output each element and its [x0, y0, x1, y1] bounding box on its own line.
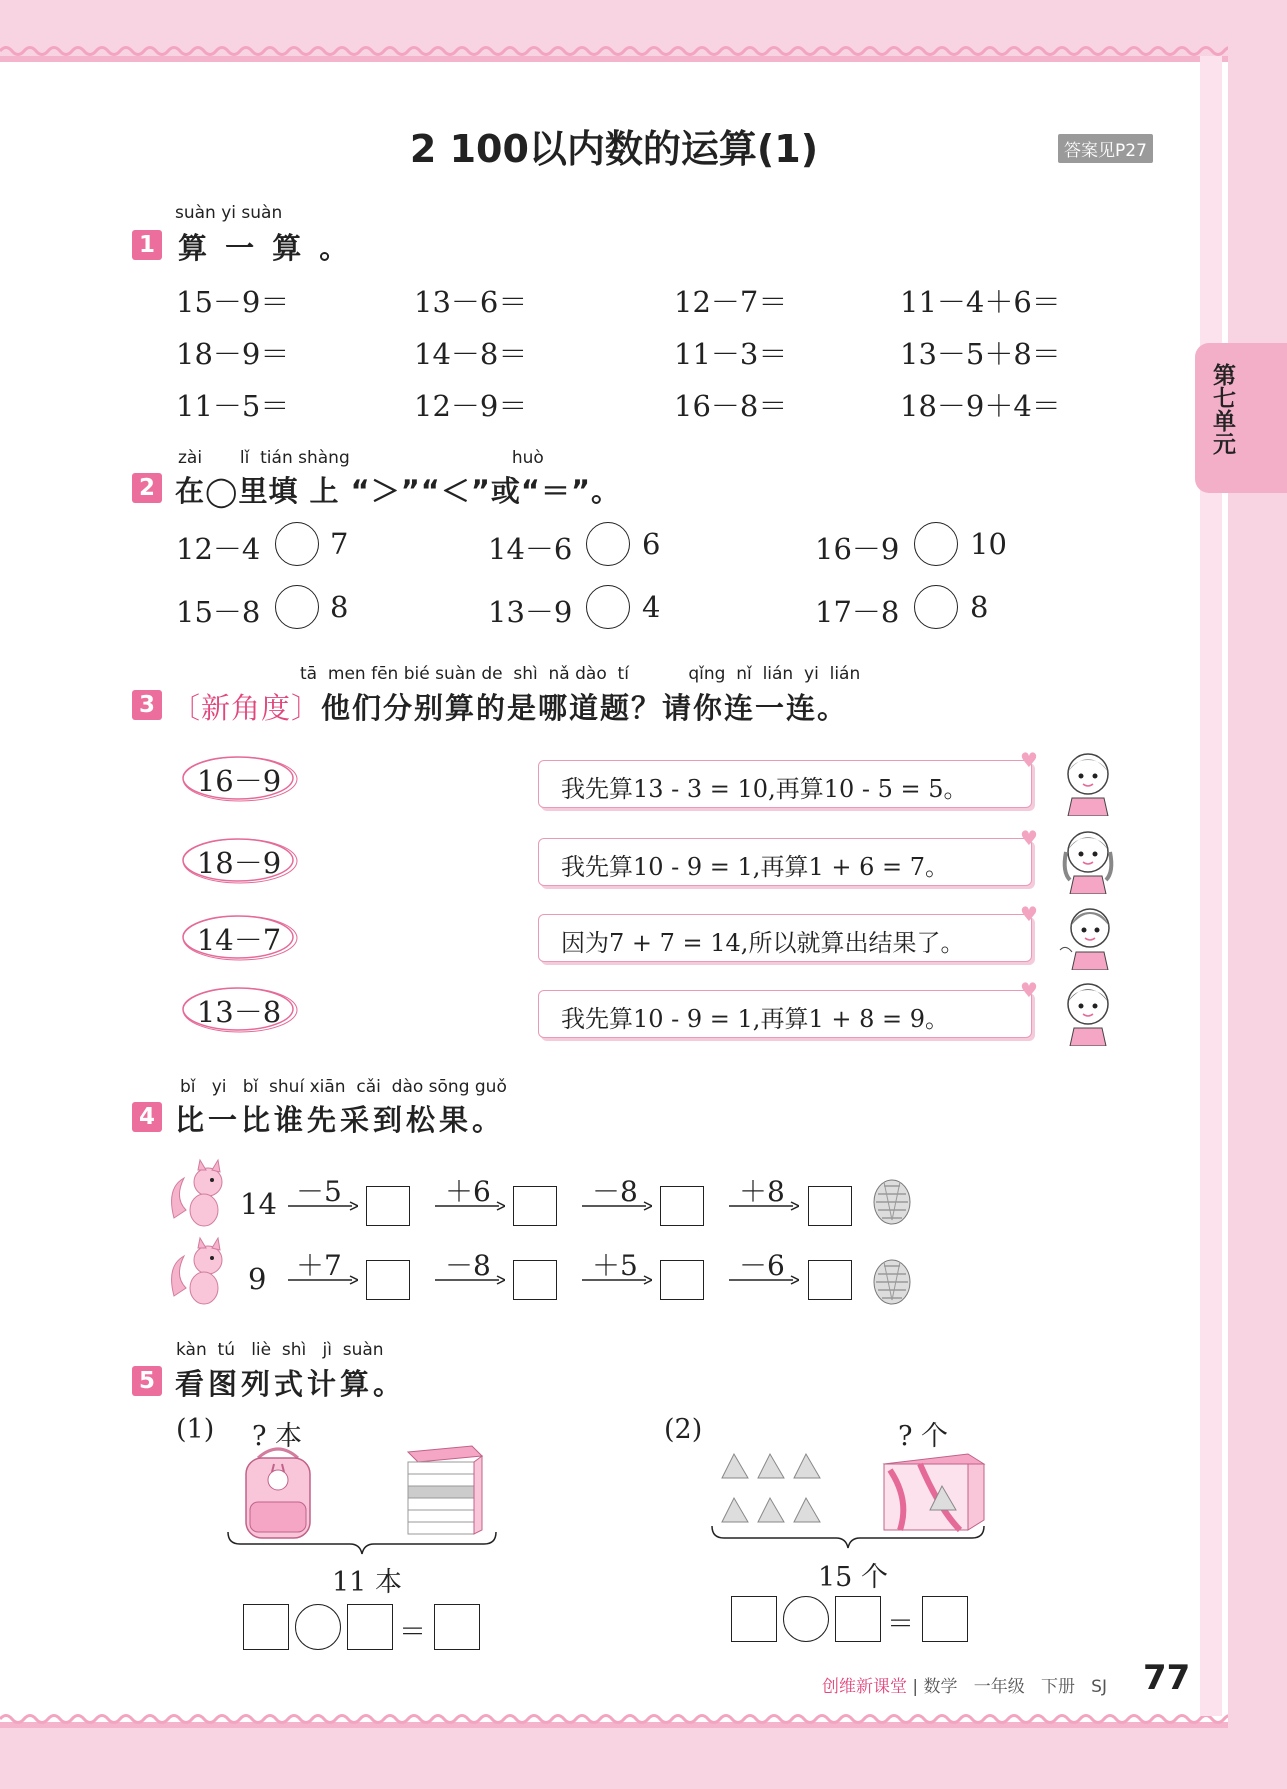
q1-problem: 14－8＝: [414, 337, 528, 371]
q1-problem: 16－8＝: [674, 389, 788, 423]
q1-problem: 13－6＝: [414, 285, 528, 319]
q4-instruction: 比一比谁先采到松果。: [175, 1103, 506, 1137]
new-angle-tag: 〔新角度〕: [171, 691, 322, 725]
chain-operation: －6: [739, 1249, 785, 1282]
q1-problem: 18－9＋4＝: [900, 389, 1061, 423]
squirrel-icon: [166, 1236, 230, 1306]
answer-box[interactable]: [660, 1260, 704, 1300]
q2-pinyin: zài lǐ tián shàng huò: [178, 448, 544, 468]
right-arrow-icon: [729, 1275, 799, 1285]
page-title: 2 100以内数的运算(1): [409, 127, 819, 171]
equation-box[interactable]: [347, 1604, 393, 1650]
chain-operation: ＋8: [739, 1175, 785, 1208]
expression-oval[interactable]: [180, 835, 298, 885]
q3-instruction-text: 他们分别算的是哪道题？请你连一连。: [321, 691, 849, 725]
q1-problem: 15－9＝: [176, 285, 290, 319]
q5-pinyin: kàn tú liè shì jì suàn: [176, 1340, 384, 1360]
p2-unknown-label: ? 个: [898, 1421, 949, 1452]
equals-sign: ＝: [887, 1609, 914, 1640]
equation-box[interactable]: [243, 1604, 289, 1650]
p1-total-label: 11 本: [332, 1567, 402, 1598]
bottom-wavy-border: [0, 1712, 1228, 1726]
answer-box[interactable]: [513, 1260, 557, 1300]
q3-instruction: [171, 686, 848, 727]
right-arrow-icon: [582, 1201, 652, 1211]
answer-circle[interactable]: [275, 585, 319, 629]
girl-avatar-icon: [1056, 900, 1120, 970]
q2-right-value: 10: [970, 527, 1007, 561]
unit-tab-label: 第七单元: [1209, 363, 1235, 455]
bubble-text: 因为7 + 7 = 14,所以就算出结果了。: [561, 929, 965, 957]
right-arrow-icon: [435, 1275, 505, 1285]
top-wavy-border: [0, 44, 1228, 58]
answer-box[interactable]: [366, 1260, 410, 1300]
equation-box[interactable]: [731, 1596, 777, 1642]
chain-operation: ＋6: [445, 1175, 491, 1208]
expression-oval[interactable]: [180, 984, 298, 1034]
chain-start-number: 9: [248, 1262, 267, 1296]
answer-circle[interactable]: [275, 522, 319, 566]
book-stack-icon: [402, 1444, 486, 1540]
q2-left-expression: 17－8: [815, 595, 900, 629]
right-arrow-icon: [288, 1275, 358, 1285]
heart-icon: ♥: [1020, 826, 1038, 850]
q2-left-expression: 12－4: [176, 532, 261, 566]
q1-problem: 12－9＝: [414, 389, 528, 423]
expression-oval[interactable]: [180, 912, 298, 962]
answer-circle[interactable]: [586, 585, 630, 629]
q2-right-value: 6: [642, 527, 661, 561]
answer-box[interactable]: [808, 1186, 852, 1226]
q1-problem: 18－9＝: [176, 337, 290, 371]
answer-box[interactable]: [513, 1186, 557, 1226]
q1-problem: 12－7＝: [674, 285, 788, 319]
q1-problem: 11－3＝: [674, 337, 788, 371]
chain-operation: －8: [592, 1175, 638, 1208]
p1-unknown-label: ? 本: [252, 1421, 303, 1452]
q2-left-expression: 16－9: [815, 532, 900, 566]
q5-number-badge: 5: [132, 1366, 162, 1396]
q2-right-value: 8: [970, 590, 989, 624]
speech-bubble[interactable]: [538, 760, 1032, 808]
q2-right-value: 4: [642, 590, 661, 624]
q4-pinyin: bǐ yi bǐ shuí xiān cǎi dào sōng guǒ: [180, 1077, 507, 1097]
unit-tab: [1195, 343, 1287, 493]
expression-oval[interactable]: [180, 753, 298, 803]
q1-problem: 13－5＋8＝: [900, 337, 1061, 371]
q2-right-value: 8: [330, 590, 349, 624]
heart-icon: ♥: [1020, 748, 1038, 772]
right-border-band: [1200, 56, 1222, 1716]
p1-label: (1): [176, 1414, 215, 1445]
footer-details: | 数学 一年级 下册 SJ: [907, 1677, 1107, 1697]
p2-total-label: 15 个: [818, 1562, 888, 1593]
q2-left-expression: 14－6: [488, 532, 573, 566]
q1-pinyin: suàn yi suàn: [175, 203, 283, 223]
right-arrow-icon: [582, 1275, 652, 1285]
right-arrow-icon: [435, 1201, 505, 1211]
answer-box[interactable]: [660, 1186, 704, 1226]
q1-problem: 11－4＋6＝: [900, 285, 1061, 319]
operator-circle[interactable]: [783, 1596, 829, 1642]
brace-bracket: [710, 1524, 986, 1550]
brace-bracket: [226, 1530, 498, 1556]
girl-avatar-icon: [1056, 976, 1120, 1046]
expression-label: 18－9: [196, 846, 282, 880]
footer-brand: 创维新课堂: [822, 1677, 907, 1697]
chain-start-number: 14: [240, 1187, 277, 1221]
answer-circle[interactable]: [914, 585, 958, 629]
expression-label: 16－9: [196, 764, 282, 798]
speech-bubble[interactable]: [538, 914, 1032, 962]
equals-sign: ＝: [399, 1617, 426, 1648]
speech-bubble[interactable]: [538, 990, 1032, 1038]
page-number: 77: [1143, 1658, 1191, 1698]
bubble-text: 我先算10 - 9 = 1,再算1 + 8 = 9。: [561, 1005, 949, 1033]
q2-left-expression: 13－9: [488, 595, 573, 629]
heart-icon: ♥: [1020, 902, 1038, 926]
speech-bubble[interactable]: [538, 838, 1032, 886]
answer-box[interactable]: [366, 1186, 410, 1226]
bubble-text: 我先算13 - 3 = 10,再算10 - 5 = 5。: [561, 775, 968, 803]
q1-problem: 11－5＝: [176, 389, 290, 423]
result-box[interactable]: [922, 1596, 968, 1642]
backpack-icon: [236, 1446, 320, 1542]
chain-operation: －8: [445, 1249, 491, 1282]
chain-operation: －5: [296, 1175, 342, 1208]
answer-circle[interactable]: [914, 522, 958, 566]
q1-number-badge: 1: [132, 230, 162, 260]
squirrel-icon: [166, 1158, 230, 1228]
expression-label: 13－8: [196, 995, 282, 1029]
heart-icon: ♥: [1020, 978, 1038, 1002]
girl-avatar-icon: [1056, 824, 1120, 894]
girl-avatar-icon: [1056, 746, 1120, 816]
q1-instruction: 算 一 算 。: [178, 231, 353, 265]
expression-label: 14－7: [196, 923, 282, 957]
right-arrow-icon: [729, 1201, 799, 1211]
answer-box[interactable]: [808, 1260, 852, 1300]
q2-right-value: 7: [330, 527, 349, 561]
bubble-text: 我先算10 - 9 = 1,再算1 + 6 = 7。: [561, 853, 949, 881]
chain-operation: ＋7: [296, 1249, 342, 1282]
rice-dumplings-icon: [718, 1448, 830, 1528]
q2-left-expression: 15－8: [176, 595, 261, 629]
answer-circle[interactable]: [586, 522, 630, 566]
equation-box[interactable]: [835, 1596, 881, 1642]
q2-instruction: 在◯里填 上 “＞”“＜”或“＝”。: [175, 474, 622, 508]
result-box[interactable]: [434, 1604, 480, 1650]
q2-number-badge: 2: [132, 473, 162, 503]
chain-operation: ＋5: [592, 1249, 638, 1282]
p2-label: (2): [664, 1414, 703, 1445]
q3-pinyin: tā men fēn bié suàn de shì nǎ dào tí qǐng nǐ lián yi lián: [300, 664, 861, 684]
answer-reference-tag: 答案见P27: [1058, 134, 1153, 163]
pinecone-icon: [870, 1174, 914, 1226]
gift-box-icon: [880, 1450, 988, 1534]
q5-instruction: 看图列式计算。: [175, 1367, 407, 1401]
pinecone-icon: [870, 1254, 914, 1306]
right-arrow-icon: [288, 1201, 358, 1211]
q3-number-badge: 3: [132, 690, 162, 720]
operator-circle[interactable]: [295, 1604, 341, 1650]
footer-text: [822, 1672, 1107, 1697]
q4-number-badge: 4: [132, 1102, 162, 1132]
